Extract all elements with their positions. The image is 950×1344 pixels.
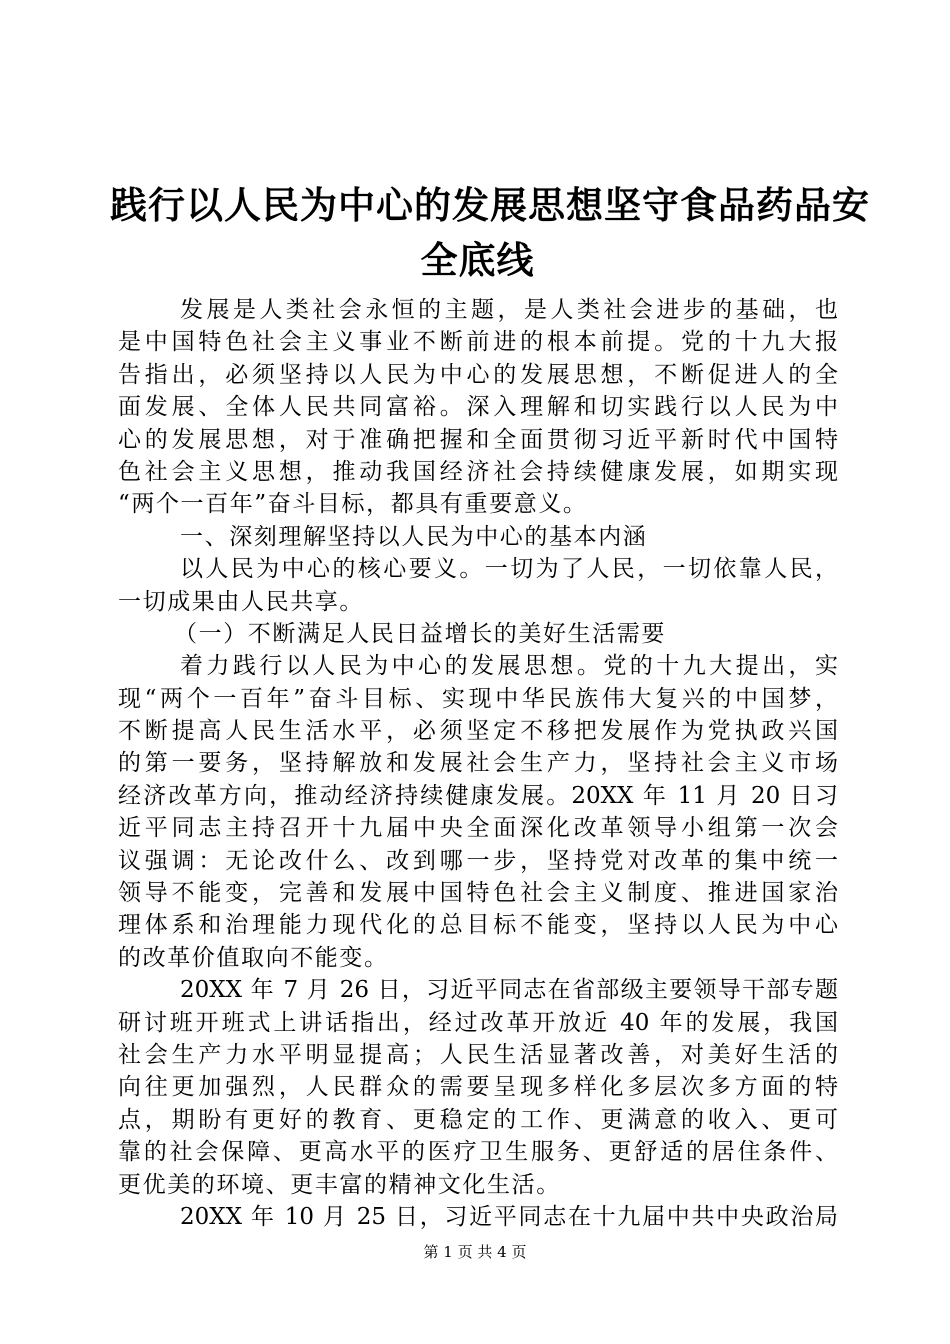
- body-line: 现“两个一百年”奋斗目标、实现中华民族伟大复兴的中国梦，: [118, 685, 838, 712]
- body-line: 研讨班开班式上讲话指出，经过改革开放近 40 年的发展，我国: [118, 1009, 838, 1036]
- body-line: 点，期盼有更好的教育、更稳定的工作、更满意的收入、更可: [118, 1106, 838, 1133]
- body-line: 20XX 年 10 月 25 日，习近平同志在十九届中共中央政治局: [180, 1203, 838, 1230]
- page-footer: 第 1 页 共 4 页: [423, 1243, 527, 1261]
- body-line: 以人民为中心的核心要义。一切为了人民，一切依靠人民，: [180, 556, 838, 583]
- body-line: 20XX 年 7 月 26 日，习近平同志在省部级主要领导干部专题: [180, 977, 838, 1004]
- body-line: 理体系和治理能力现代化的总目标不能变，坚持以人民为中心: [118, 912, 838, 939]
- body-line: 领导不能变，完善和发展中国特色社会主义制度、推进国家治: [118, 880, 838, 907]
- body-line: 告指出，必须坚持以人民为中心的发展思想，不断促进人的全: [118, 361, 838, 388]
- body-line: 发展是人类社会永恒的主题，是人类社会进步的基础，也: [180, 297, 838, 323]
- body-line: “两个一百年”奋斗目标，都具有重要意义。: [118, 491, 588, 518]
- body-line: 靠的社会保障、更高水平的医疗卫生服务、更舒适的居住条件、: [118, 1139, 838, 1166]
- body-line: 着力践行以人民为中心的发展思想。党的十九大提出，实: [180, 653, 838, 680]
- body-line: 向往更加强烈，人民群众的需要呈现多样化多层次多方面的特: [118, 1074, 838, 1101]
- document-title: [110, 178, 870, 288]
- body-line: 心的发展思想，对于准确把握和全面贯彻习近平新时代中国特: [118, 426, 838, 453]
- body-line: 是中国特色社会主义事业不断前进的根本前提。党的十九大报: [118, 329, 838, 356]
- body-line: 不断提高人民生活水平，必须坚定不移把发展作为党执政兴国: [118, 718, 838, 745]
- body-line: 一切成果由人民共享。: [118, 588, 364, 615]
- body-line: 的第一要务，坚持解放和发展社会生产力，坚持社会主义市场: [118, 750, 838, 777]
- body-line: 更优美的环境、更丰富的精神文化生活。: [118, 1171, 561, 1198]
- section-heading: 一、深刻理解坚持以人民为中心的基本内涵: [180, 523, 648, 550]
- body-line: 面发展、全体人民共同富裕。深入理解和切实践行以人民为中: [118, 394, 838, 421]
- body-line: 的改革价值取向不能变。: [118, 944, 389, 971]
- document-body: [118, 294, 838, 1233]
- body-line: 色社会主义思想，推动我国经济社会持续健康发展，如期实现: [118, 458, 838, 485]
- title-line-2: 全底线: [420, 238, 535, 282]
- body-line: 经济改革方向，推动经济持续健康发展。20XX 年 11 月 20 日习: [118, 782, 838, 809]
- body-line: 近平同志主持召开十九届中央全面深化改革领导小组第一次会: [118, 815, 838, 842]
- body-line: 社会生产力水平明显提高；人民生活显著改善，对美好生活的: [118, 1041, 838, 1068]
- title-line-1: 践行以人民为中心的发展思想坚守食品药品安: [110, 183, 870, 227]
- body-line: 议强调：无论改什么、改到哪一步，坚持党对改革的集中统一: [118, 847, 838, 874]
- subsection-heading: （一）不断满足人民日益增长的美好生活需要: [174, 620, 666, 647]
